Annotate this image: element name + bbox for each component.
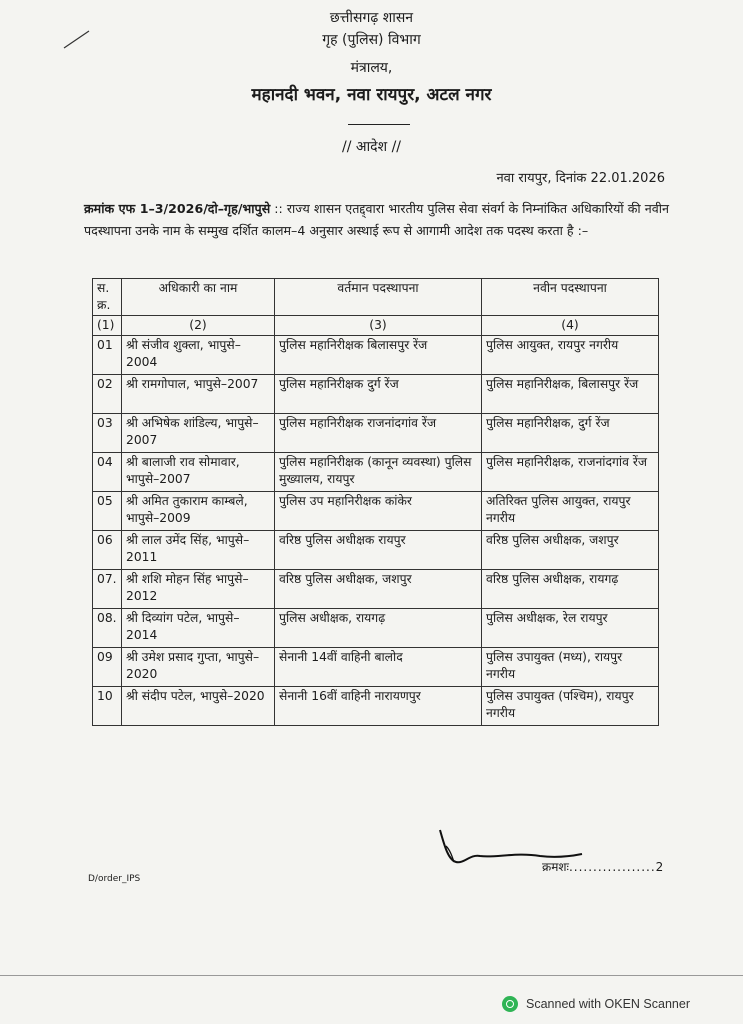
serial-cell: 08. [93,609,122,648]
order-reference: क्रमांक एफ 1–3/2026/दो–गृह/भापुसे [84,201,271,216]
order-text: राज्य शासन एतद्द्वारा भारतीय पुलिस सेवा संवर्ग के निम्नांकित अधिकारियों की नवीन पदस्थापना उनके नाम के सम्मुख दर्शित कालम–4 अनुसार अस्थाई रूप से आगामी आदेश तक पदस्थ करता है :– [84,201,670,238]
officer-name-cell: श्री लाल उमेंद सिंह, भापुसे–2011 [122,531,275,570]
officer-name-cell: श्री रामगोपाल, भापुसे–2007 [122,375,275,414]
col-index-4: (4) [482,316,659,336]
current-posting-cell: सेनानी 14वीं वाहिनी बालोद [275,648,482,687]
table-row [93,687,659,726]
table-row [93,453,659,492]
header-divider [348,124,410,125]
new-posting-cell: पुलिस आयुक्त, रायपुर नगरीय [482,336,659,375]
officer-name-cell: श्री शशि मोहन सिंह भापुसे– 2012 [122,570,275,609]
officer-name-cell: श्री संजीव शुक्ला, भापुसे–2004 [122,336,275,375]
continued-dots: .................. [568,860,656,874]
officer-name-cell: श्री उमेश प्रसाद गुप्ता, भापुसे–2020 [122,648,275,687]
new-posting-cell: पुलिस अधीक्षक, रेल रायपुर [482,609,659,648]
serial-cell: 06 [93,531,122,570]
officer-name-cell: श्री दिव्यांग पटेल, भापुसे–2014 [122,609,275,648]
current-posting-cell: सेनानी 16वीं वाहिनी नारायणपुर [275,687,482,726]
continued-label: क्रमशः [542,860,569,874]
new-posting-cell: अतिरिक्त पुलिस आयुक्त, रायपुर नगरीय [482,492,659,531]
posting-table [92,278,659,726]
header-new-posting: नवीन पदस्थापना [482,279,659,316]
current-posting-cell: पुलिस महानिरीक्षक राजनांदगांव रेंज [275,414,482,453]
order-reference-separator: :: [270,201,287,216]
col-index-3: (3) [275,316,482,336]
table-row [93,570,659,609]
table-row [93,648,659,687]
header-ministry: मंत्रालय, [350,60,393,76]
new-posting-cell: पुलिस उपायुक्त (पश्चिम), रायपुर नगरीय [482,687,659,726]
serial-cell: 10 [93,687,122,726]
serial-cell: 04 [93,453,122,492]
officer-name-cell: श्री बालाजी राव सोमावार, भापुसे–2007 [122,453,275,492]
serial-cell: 07. [93,570,122,609]
scanner-label: Scanned with OKEN Scanner [526,997,690,1011]
col-index-2: (2) [122,316,275,336]
officer-name-cell: श्री संदीप पटेल, भापुसे–2020 [122,687,275,726]
table-row [93,414,659,453]
new-posting-cell: पुलिस उपायुक्त (मध्य), रायपुर नगरीय [482,648,659,687]
table-row [93,375,659,414]
table-row [93,336,659,375]
table-header-row [93,279,659,316]
header-serial: स. क्र. [93,279,122,316]
order-date: नवा रायपुर, दिनांक 22.01.2026 [496,171,665,186]
serial-cell: 09 [93,648,122,687]
file-reference: D/order_IPS [88,874,141,884]
header-govt: छत्तीसगढ़ शासन [329,10,414,26]
current-posting-cell: वरिष्ठ पुलिस अधीक्षक रायपुर [275,531,482,570]
new-posting-cell: वरिष्ठ पुलिस अधीक्षक, जशपुर [482,531,659,570]
officer-name-cell: श्री अमित तुकाराम काम्बले, भापुसे–2009 [122,492,275,531]
oken-scanner-icon [502,996,518,1012]
new-posting-cell: पुलिस महानिरीक्षक, बिलासपुर रेंज [482,375,659,414]
current-posting-cell: पुलिस उप महानिरीक्षक कांकेर [275,492,482,531]
table-row [93,531,659,570]
header-department: गृह (पुलिस) विभाग [322,32,421,48]
serial-cell: 05 [93,492,122,531]
continued-note [542,858,663,875]
table-row [93,609,659,648]
header-current-posting: वर्तमान पदस्थापना [275,279,482,316]
new-posting-cell: वरिष्ठ पुलिस अधीक्षक, रायगढ़ [482,570,659,609]
order-title: // आदेश // [341,139,402,155]
next-page-number: 2 [655,860,664,874]
current-posting-cell: पुलिस महानिरीक्षक (कानून व्यवस्था) पुलिस मुख्यालय, रायपुर [275,453,482,492]
current-posting-cell: वरिष्ठ पुलिस अधीक्षक, जशपुर [275,570,482,609]
new-posting-cell: पुलिस महानिरीक्षक, दुर्ग रेंज [482,414,659,453]
header-officer-name: अधिकारी का नाम [122,279,275,316]
serial-cell: 01 [93,336,122,375]
header-address: महानदी भवन, नवा रायपुर, अटल नगर [251,85,492,105]
serial-cell: 03 [93,414,122,453]
table-column-index-row [93,316,659,336]
page-bottom-edge [0,975,743,976]
serial-cell: 02 [93,375,122,414]
col-index-1: (1) [93,316,122,336]
current-posting-cell: पुलिस अधीक्षक, रायगढ़ [275,609,482,648]
scanner-watermark [502,996,690,1012]
order-paragraph [84,198,669,242]
table-row [93,492,659,531]
current-posting-cell: पुलिस महानिरीक्षक बिलासपुर रेंज [275,336,482,375]
new-posting-cell: पुलिस महानिरीक्षक, राजनांदगांव रेंज [482,453,659,492]
officer-name-cell: श्री अभिषेक शांडिल्य, भापुसे–2007 [122,414,275,453]
current-posting-cell: पुलिस महानिरीक्षक दुर्ग रेंज [275,375,482,414]
